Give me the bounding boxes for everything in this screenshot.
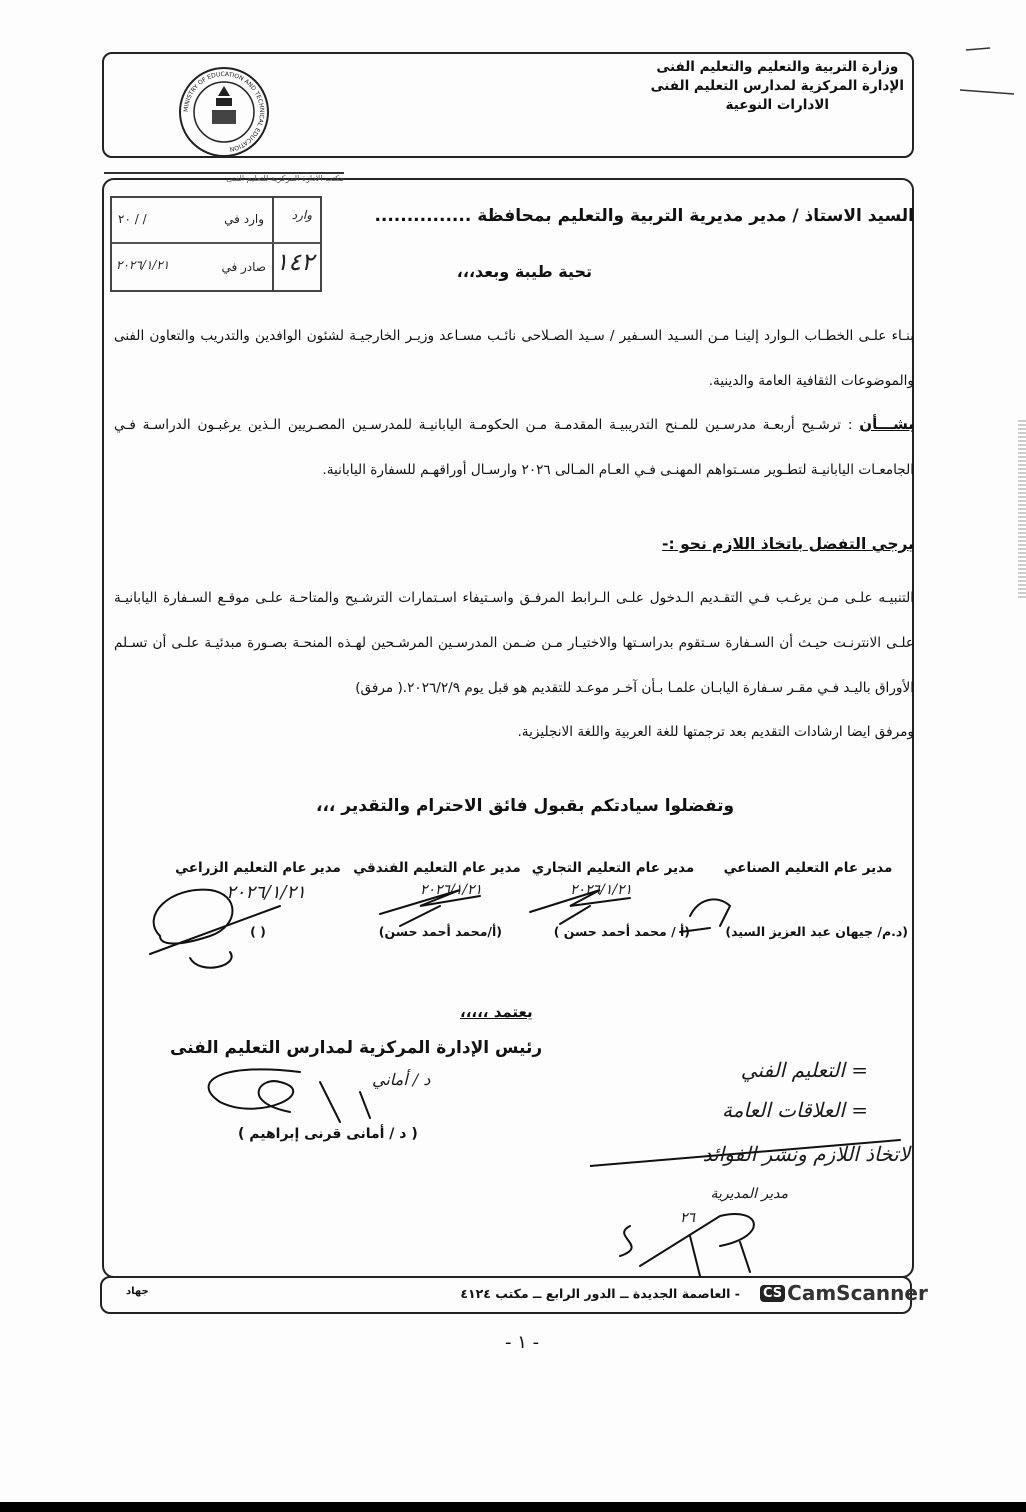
stamp-incoming-date: / / ٢٠ xyxy=(118,212,147,226)
request-heading: يرجي التفضل باتخاذ اللازم نحو :- xyxy=(662,535,914,553)
addressee-placeholder: ............... xyxy=(374,206,472,226)
approval-label: يعتمد ،،،،، xyxy=(460,1003,533,1021)
margin-note: لاتخاذ اللازم ونشر الفوائد xyxy=(702,1142,910,1166)
eagle-icon xyxy=(216,86,232,106)
scan-bottom-border xyxy=(0,1502,1026,1512)
registration-stamp xyxy=(110,196,322,292)
camscanner-logo-icon: CS xyxy=(760,1285,785,1302)
signatory-name: (د.م/ جيهان عبد العزيز السيد) xyxy=(725,924,908,939)
handwritten-date: ٢٠٢٦/١/٢١ xyxy=(420,882,483,898)
approver-handwritten: د / أماني xyxy=(372,1070,431,1089)
approver-title: رئيس الإدارة المركزية لمدارس التعليم الفنى xyxy=(170,1038,543,1058)
signatory-name: ( ) xyxy=(250,924,266,939)
stamp-outgoing-date: ٢٠٢٦/١/٢١ xyxy=(116,258,170,272)
stamp-divider xyxy=(272,198,274,290)
handwritten-date: ٢٠٢٦/١/٢١ xyxy=(570,882,633,898)
camscanner-text: CamScanner xyxy=(787,1281,928,1305)
stamp-incoming-label: وارد في xyxy=(224,212,264,226)
stamp-outgoing-label: صادر في xyxy=(221,260,266,274)
signature-industrial xyxy=(680,899,730,932)
subject-label: بشـــأن xyxy=(859,415,915,433)
ministry-line: وزارة التربية والتعليم والتعليم الفنى xyxy=(656,59,899,75)
signatory-name: (أ/محمد أحمد حسن) xyxy=(378,924,502,939)
greeting: تحية طيبة وبعد،،، xyxy=(456,262,592,281)
addressee xyxy=(374,206,914,226)
stamp-number-label: وارد xyxy=(291,208,312,222)
ministry-header xyxy=(651,58,904,115)
margin-note: = العلاقات العامة xyxy=(721,1098,868,1122)
margin-note: = التعليم الفني xyxy=(740,1058,868,1082)
handwritten-year: ٢٦ xyxy=(680,1210,696,1226)
ministry-line: الإدارة المركزية لمدارس التعليم الفنى xyxy=(650,78,904,94)
handwritten-date: ٢٠٢٦/١/٢١ xyxy=(226,882,306,903)
addressee-title: السيد الاستاذ / مدير مديرية التربية والتعليم بمحافظة xyxy=(477,206,914,226)
seal-text: MINISTRY OF EDUCATION AND TECHNICAL EDUCATION xyxy=(182,70,266,153)
signatory xyxy=(708,860,908,939)
scan-marks xyxy=(956,40,1026,100)
page-number: - ١ - xyxy=(505,1332,540,1353)
stamp-number: ١٤٢ xyxy=(275,248,314,276)
signatory-name: (أ / محمد أحمد حسن ) xyxy=(553,924,690,939)
ministry-line: الادارات النوعية xyxy=(725,97,830,113)
footer-initials: جهاد xyxy=(126,1286,149,1297)
signatory-title: مدير عام التعليم الفندقي xyxy=(353,860,521,876)
paragraph-reference: بنـاء علـى الخطـاب الـوارد إلينـا مـن السـيد السـفير / سـيد الصـلاحى نائـب مسـاعد وزيـر الخارجيـة لشئون الوافدين والتدريب والتعاون الفنى والموضوعات الثقافية العامة والدينية. xyxy=(114,328,914,389)
signatory-title: مدير عام التعليم التجاري xyxy=(531,860,695,876)
closing-line: وتفضلوا سيادتكم بقبول فائق الاحترام والتقدير ،،، xyxy=(316,796,735,816)
footer-address: - العاصمة الجديدة ــ الدور الرابع ــ مكتب ٤١٢٤ xyxy=(460,1286,740,1301)
paragraph-instructions: التنبيـه علـى مـن يرغـب فـي التقـديم الـدخول علـى الـرابط المرفـق واسـتيفاء اسـتمارات الترشـيح والمتاحـة علـى موقـع السـفارة اليابانيـة علـى الانترنـت حيـث أن السـفارة سـتقوم بدراسـتها والاختيـار مـن ضـمن المدرسـين المرشـحين لهـذه المنحـة بصـورة مبدئيـة علـى أن تسـلم الأوراق باليـد فـي مقـر سـفارة اليابـان علمـا بـأن آخـر موعـد للتقديم هو قبل يوم ٢٠٢٦/٢/٩.( مرفق) xyxy=(114,590,914,696)
signatory-title: مدير عام التعليم الصناعي xyxy=(723,860,893,876)
ministry-seal-logo xyxy=(178,66,270,158)
subject-paragraph xyxy=(114,402,914,493)
stamp-divider xyxy=(112,242,320,244)
signatory-title: مدير عام التعليم الزراعي xyxy=(175,860,341,876)
scan-edge xyxy=(1018,420,1026,600)
approver-name: ( د / أمانى قرنى إبراهيم ) xyxy=(238,1126,418,1142)
subject-text: : ترشـيح أربعـة مدرسـين للمـنح التدريبيـة المقدمـة مـن الحكومـة اليابانيـة للمدرسـين المصـريين الـذين يرغبـون الدراسـة فـي الجامعـات اليابانيـة لتطـوير مسـتواهم المهنـى فـي العـام المـالى ٢٠٢٦ وارسـال أوراقهـم للسفارة اليابانية. xyxy=(114,417,914,478)
camscanner-watermark xyxy=(760,1281,928,1305)
stamp-top-label: مكتب الادارة المركزية للتعليم الفنى xyxy=(104,172,344,188)
margin-note: مدير المديرية xyxy=(710,1186,788,1202)
paragraph-attachment: ومرفق ايضا ارشادات التقديم بعد ترجمتها للغة العربية واللغة الانجليزية. xyxy=(517,724,914,740)
